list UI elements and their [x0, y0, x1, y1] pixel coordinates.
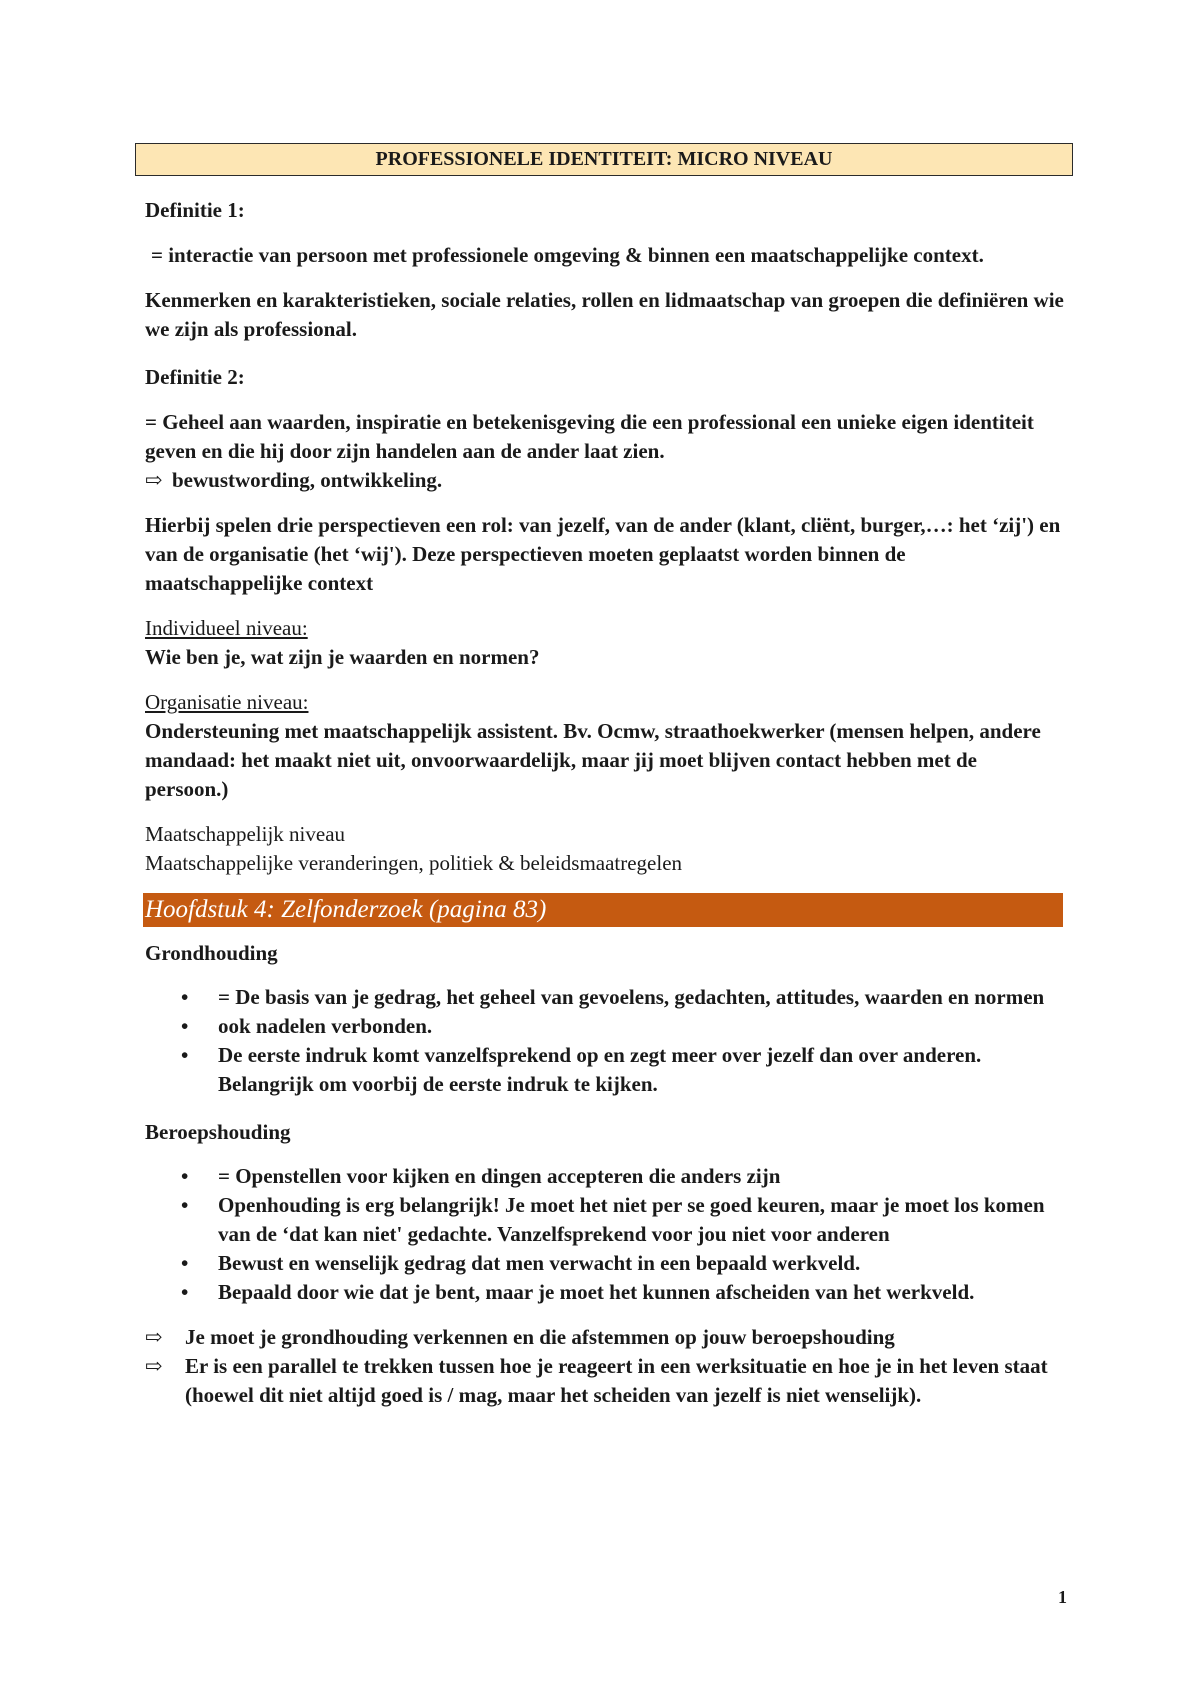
beroepshouding-heading: Beroepshouding [145, 1120, 291, 1144]
bullet-icon: • [181, 1193, 189, 1217]
grondhouding-list [145, 983, 1065, 1099]
individual-level-heading: Individueel niveau: [145, 616, 308, 640]
conclusions [145, 1323, 1065, 1410]
definition-1-extra: Kenmerken en karakteristieken, sociale relaties, rollen en lidmaatschap van groepen die definiëren wie we zijn als professional. [145, 288, 1064, 341]
society-level-text: Maatschappelijke veranderingen, politiek & beleidsmaatregelen [145, 851, 683, 875]
bullet-icon: • [181, 1043, 189, 1067]
chapter-body [145, 939, 1065, 1410]
list-item: • ook nadelen verbonden. [145, 1012, 1065, 1041]
list-item: • Openhouding is erg belangrijk! Je moet het niet per se goed keuren, maar je moet los komen van de ‘dat kan niet' gedachte. Vanzelfsprekend voor jou niet voor anderen [145, 1191, 1065, 1249]
definition-2-text: = Geheel aan waarden, inspiratie en betekenisgeving die een professional een unieke eigen identiteit geven en die hij door zijn handelen aan de ander laat zien. [145, 410, 1034, 463]
perspectives-text: Hierbij spelen drie perspectieven een rol: van jezelf, van de ander (klant, cliënt, burger,…: het ‘zij') en van de organisatie (het ‘wij'). Deze perspectieven moeten geplaatst worden binnen de maatschappelijke context [145, 513, 1061, 595]
page-number: 1 [1058, 1587, 1067, 1607]
grondhouding-heading: Grondhouding [145, 941, 278, 965]
list-item: • = Openstellen voor kijken en dingen accepteren die anders zijn [145, 1162, 1065, 1191]
organisation-level-heading: Organisatie niveau: [145, 690, 309, 714]
definition-1-label: Definitie 1: [145, 198, 245, 222]
conclusion-item: ⇨ Je moet je grondhouding verkennen en die afstemmen op jouw beroepshouding [145, 1323, 1065, 1352]
definition-2-label: Definitie 2: [145, 365, 245, 389]
list-item: • Bewust en wenselijk gedrag dat men verwacht in een bepaald werkveld. [145, 1249, 1065, 1278]
arrow-right-icon: ⇨ [145, 1325, 163, 1349]
bullet-icon: • [181, 1251, 189, 1275]
beroepshouding-list [145, 1162, 1065, 1307]
page-title: PROFESSIONELE IDENTITEIT: MICRO NIVEAU [135, 143, 1073, 176]
bullet-icon: • [181, 1164, 189, 1188]
society-level-heading: Maatschappelijk niveau [145, 822, 346, 846]
definition-2-arrow-line [145, 466, 1065, 495]
list-item: • De eerste indruk komt vanzelfsprekend op en zegt meer over jezelf dan over anderen. Belangrijk om voorbij de eerste indruk te kijken. [145, 1041, 1065, 1099]
organisation-level [145, 688, 1065, 804]
arrow-right-icon: ⇨ [145, 1354, 163, 1378]
chapter-heading: Hoofdstuk 4: Zelfonderzoek (pagina 83) [143, 893, 1063, 927]
arrow-right-icon: ⇨ [145, 468, 163, 492]
society-level [145, 820, 1065, 878]
bullet-icon: • [181, 1280, 189, 1304]
organisation-level-text: Ondersteuning met maatschappelijk assistent. Bv. Ocmw, straathoekwerker (mensen helpen, andere mandaad: het maakt niet uit, onvoorwaardelijk, maar jij moet blijven contact hebben met de persoon.) [145, 719, 1041, 801]
definition-2-arrow-text: bewustwording, ontwikkeling. [172, 468, 443, 492]
individual-level-text: Wie ben je, wat zijn je waarden en normen? [145, 645, 540, 669]
list-item: • = De basis van je gedrag, het geheel van gevoelens, gedachten, attitudes, waarden en normen [145, 983, 1065, 1012]
bullet-icon: • [181, 985, 189, 1009]
list-item: • Bepaald door wie dat je bent, maar je moet het kunnen afscheiden van het werkveld. [145, 1278, 1065, 1307]
conclusion-item: ⇨ Er is een parallel te trekken tussen hoe je reageert in een werksituatie en hoe je in het leven staat (hoewel dit niet altijd goed is / mag, maar het scheiden van jezelf is niet wenselijk). [145, 1354, 1048, 1407]
individual-level [145, 614, 1065, 672]
bullet-icon: • [181, 1014, 189, 1038]
notes-body [145, 196, 1065, 878]
definition-1-text: = interactie van persoon met professionele omgeving & binnen een maatschappelijke context. [151, 243, 984, 267]
